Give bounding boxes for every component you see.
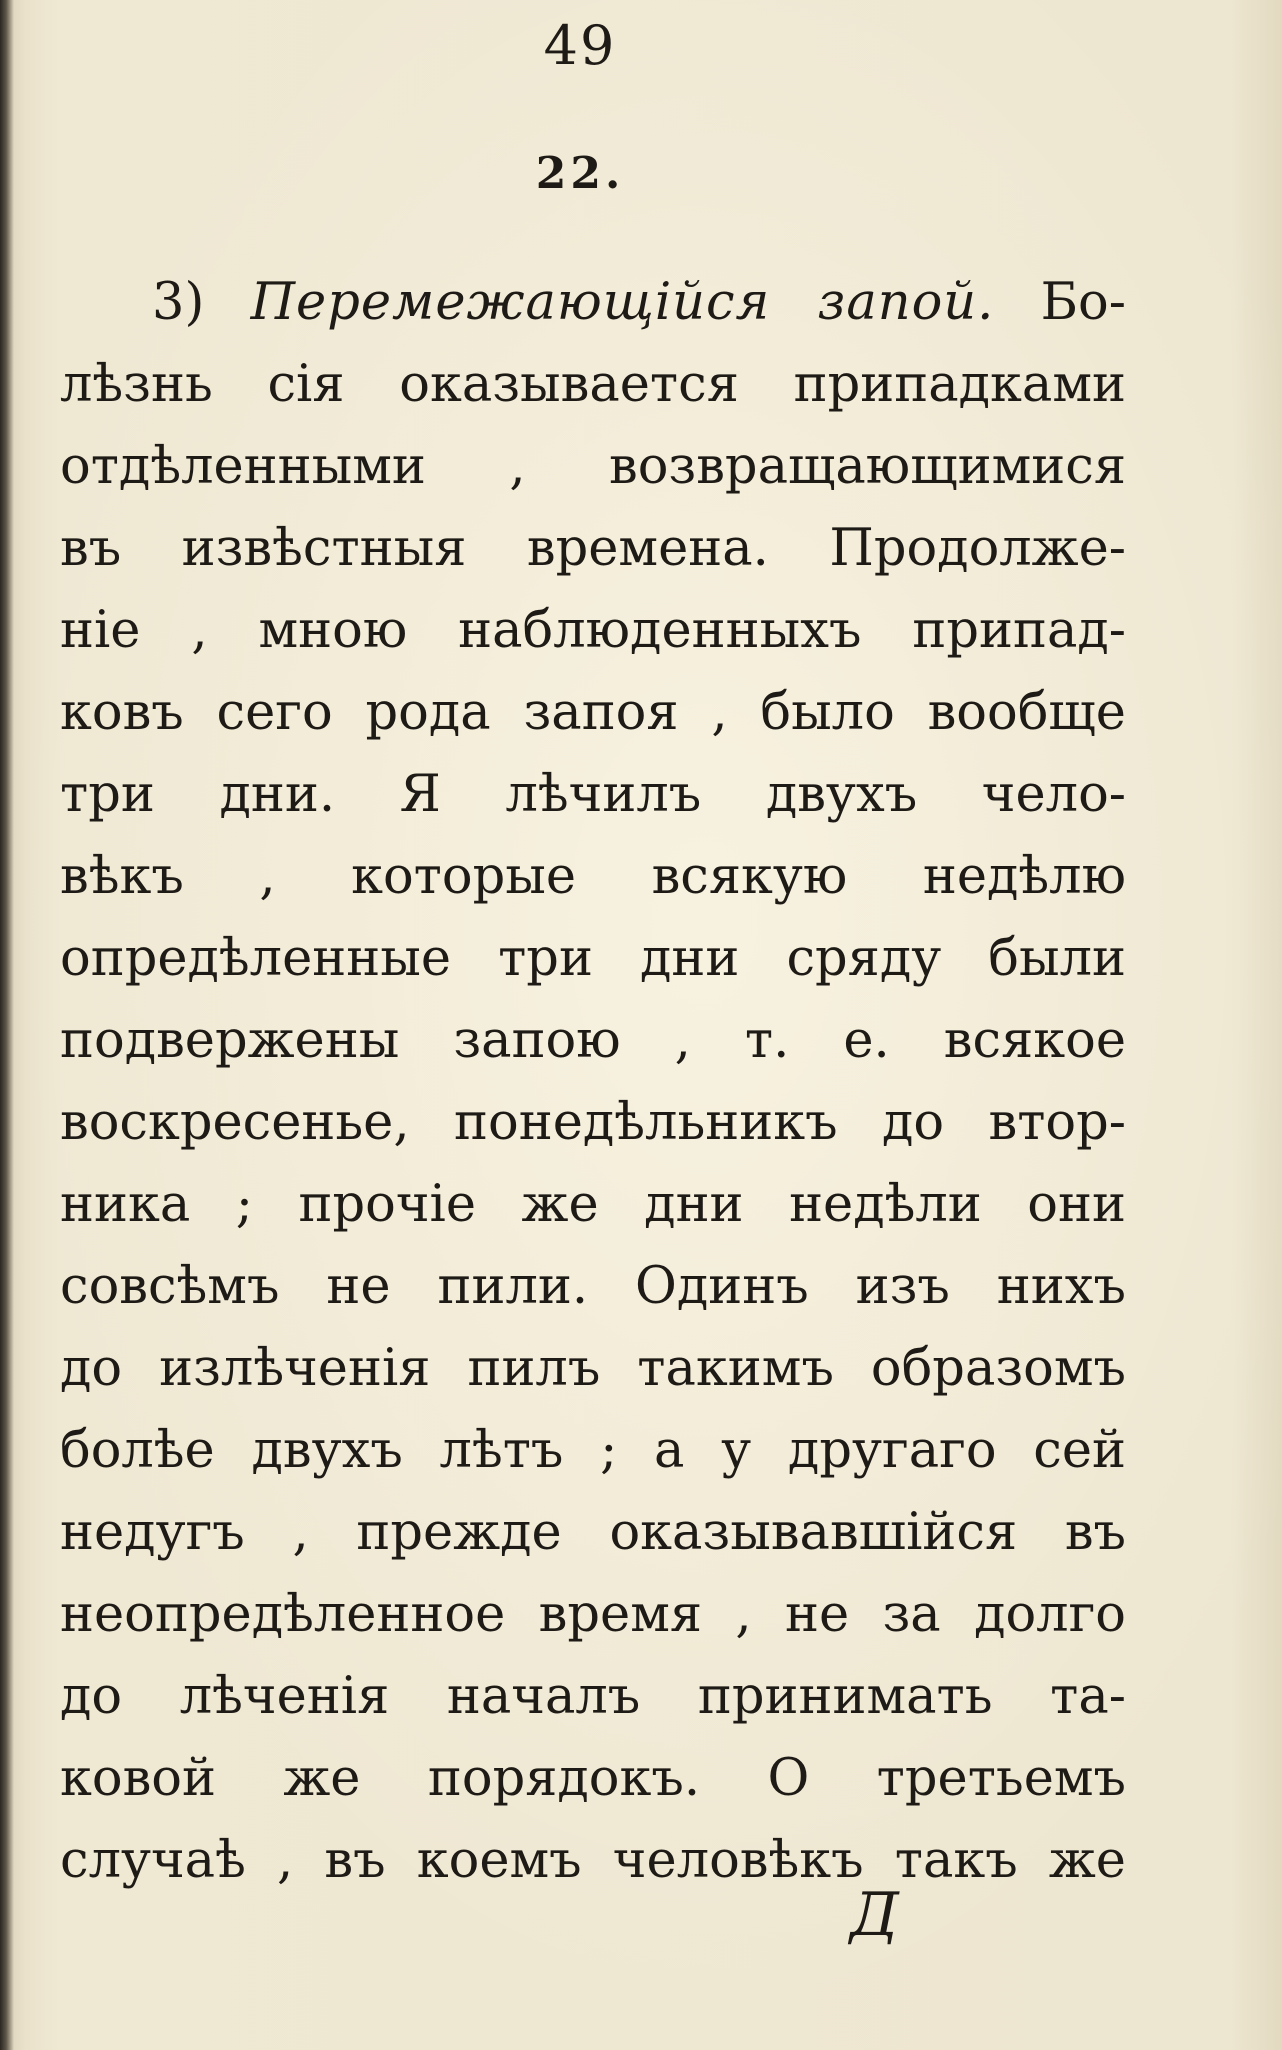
signature-mark: Д [850, 1880, 899, 1950]
text-line: случаѣ , въ коемъ человѣкъ такъ же [60, 1831, 1126, 1890]
text-line: подвержены запою , т. е. всякое [60, 1011, 1126, 1070]
text-line: лѣзнь сія оказывается припадками [60, 355, 1126, 414]
heading-title: Перемежающійся запой. [250, 273, 995, 332]
line-fragment: Бо- [1040, 273, 1126, 332]
text-line: неопредѣленное время , не за долго [60, 1585, 1126, 1644]
text-line: ковой же порядокъ. О третьемъ [60, 1749, 1126, 1808]
text-line: въ извѣстныя времена. Продолже- [60, 519, 1126, 578]
text-line: воскресенье, понедѣльникъ до втор- [60, 1093, 1126, 1152]
text-line: опредѣленные три дни сряду были [60, 929, 1126, 988]
text-line: ніе , мною наблюденныхъ припад- [60, 601, 1126, 660]
section-number: 22. [535, 148, 625, 199]
heading-number: 3) [152, 273, 205, 332]
text-line: вѣкъ , которые всякую недѣлю [60, 847, 1126, 906]
text-line: три дни. Я лѣчилъ двухъ чело- [60, 765, 1126, 824]
page-binding-edge [0, 0, 14, 2050]
text-line: совсѣмъ не пили. Одинъ изъ нихъ [60, 1257, 1126, 1316]
page-number: 49 [543, 14, 617, 77]
text-line-1 [60, 262, 1126, 344]
text-line: отдѣленными , возвращающимися [60, 437, 1126, 496]
body-text [60, 262, 1126, 1902]
text-line: ковъ сего рода запоя , было вообще [60, 683, 1126, 742]
text-line: до лѣченія началъ принимать та- [60, 1667, 1126, 1726]
text-line: до излѣченія пилъ такимъ образомъ [60, 1339, 1126, 1398]
text-line: ника ; прочіе же дни недѣли они [60, 1175, 1126, 1234]
text-line: недугъ , прежде оказывавшійся въ [60, 1503, 1126, 1562]
text-line: болѣе двухъ лѣтъ ; а у другаго сей [60, 1421, 1126, 1480]
